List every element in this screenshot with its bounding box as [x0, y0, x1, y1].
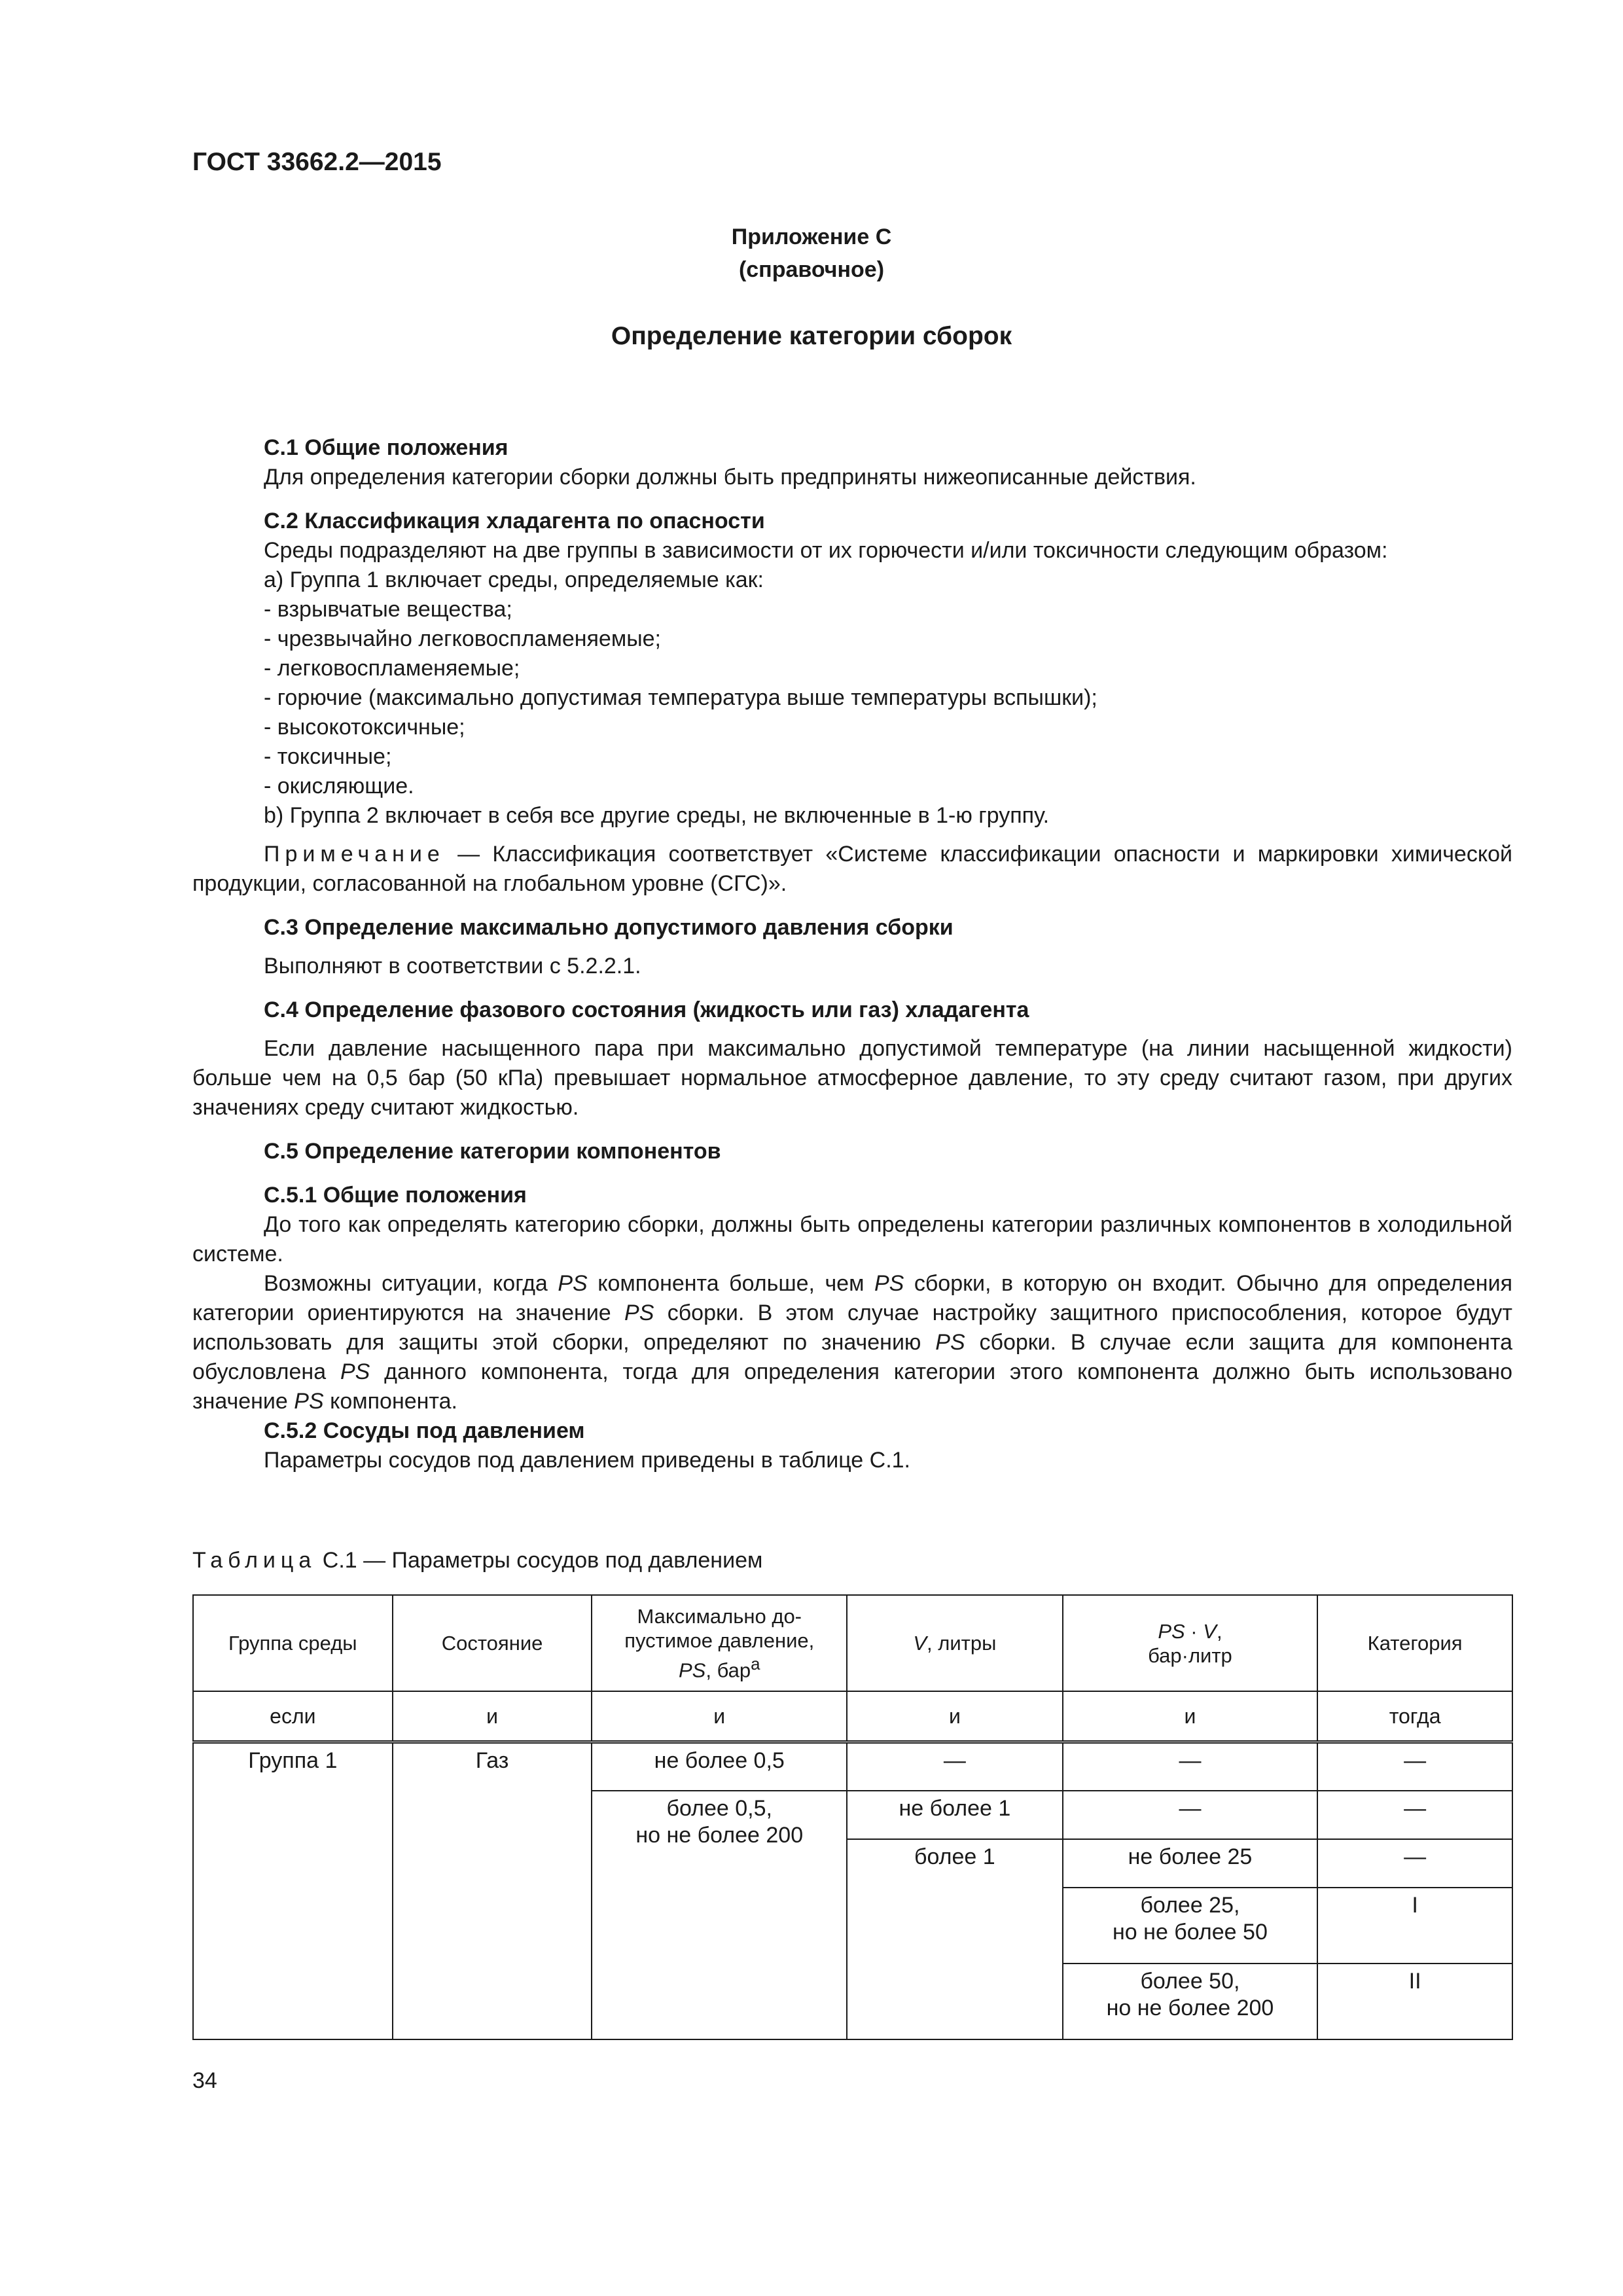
logic-cell: и — [393, 1691, 592, 1742]
section-text-c3: Выполняют в соответствии с 5.2.2.1. — [264, 954, 641, 978]
section-intro-c2: Среды подразделяют на две группы в зависимости от их горючести и/или токсичности следующим образом: — [264, 538, 1388, 563]
appendix-subtitle: (справочное) — [738, 257, 885, 282]
cell-pressure: не более 0,5 — [592, 1742, 847, 1791]
section-heading-c4: С.4 Определение фазового состояния (жидкость или газ) хладагента — [264, 997, 1029, 1022]
cell-volume: не более 1 — [847, 1791, 1063, 1839]
note — [192, 840, 1512, 899]
cell-category: — — [1317, 1742, 1512, 1791]
cell-ps-v: более 25, но не более 50 — [1063, 1888, 1318, 1964]
note-label: Примечание — [264, 842, 445, 867]
subsection-heading-c5-1: С.5.1 Общие положения — [264, 1183, 527, 1208]
list-item: - взрывчатые вещества; — [264, 597, 512, 622]
group-1-text: a) Группа 1 включает среды, определяемые как: — [264, 567, 764, 592]
group-2-text: b) Группа 2 включает в себя все другие среды, не включенные в 1-ю группу. — [264, 803, 1050, 828]
standard-number: ГОСТ 33662.2—2015 — [192, 148, 442, 176]
cell-ps-v: — — [1063, 1742, 1318, 1791]
logic-cell: если — [193, 1691, 393, 1742]
appendix-heading: Определение категории сборок — [611, 322, 1012, 350]
cell-pressure: более 0,5, но не более 200 — [592, 1791, 847, 2039]
section-heading-c2: С.2 Классификация хладагента по опасности — [264, 509, 765, 533]
cell-volume: более 1 — [847, 1839, 1063, 2039]
subsection-heading-c5-2: С.5.2 Сосуды под давлением — [264, 1418, 585, 1443]
section-text-c1: Для определения категории сборки должны быть предприняты нижеописанные действия. — [264, 465, 1196, 490]
list-item: - окисляющие. — [264, 774, 414, 798]
cell-category: II — [1317, 1964, 1512, 2039]
list-item: - токсичные; — [264, 744, 392, 769]
logic-cell: и — [847, 1691, 1063, 1742]
list-item: - легковоспламеняемые; — [264, 656, 520, 681]
cell-volume: — — [847, 1742, 1063, 1791]
header-volume: V, литры — [847, 1595, 1063, 1691]
list-item: - высокотоксичные; — [264, 715, 465, 740]
logic-cell: тогда — [1317, 1691, 1512, 1742]
page-number: 34 — [192, 2068, 217, 2093]
list-item: - горючие (максимально допустимая температура выше температуры вспышки); — [264, 685, 1097, 710]
section-heading-c3: С.3 Определение максимально допустимого давления сборки — [264, 915, 954, 940]
table-caption: Таблица С.1 — Параметры сосудов под давлением — [192, 1548, 763, 1573]
paragraph-c5-2: Параметры сосудов под давлением приведены в таблице С.1. — [264, 1448, 910, 1473]
pressure-vessel-table — [192, 1594, 1513, 2040]
header-state: Состояние — [393, 1595, 592, 1691]
note-text: — Классификация соответствует «Системе классификации опасности и маркировки химической продукции, согласованной на глобальном уровне (СГС)». — [192, 842, 1512, 896]
section-heading-c5: С.5 Определение категории компонентов — [264, 1139, 721, 1164]
cell-state: Газ — [393, 1742, 592, 2039]
header-group: Группа среды — [193, 1595, 393, 1691]
header-category: Категория — [1317, 1595, 1512, 1691]
paragraph-c5-1-2: Возможны ситуации, когда PS компонента больше, чем PS сборки, в которую он входит. Обычно для определения категории ориентируются на значение PS сборки. В этом случае настройку защитного приспособления, которое будут использовать для защиты этой сборки, определяют по значению PS сборки. В случае если защита для компонента обусловлена PS данного компонента, тогда для определения категории этого компонента должно быть использовано значение PS компонента. — [192, 1271, 1513, 1414]
list-item: - чрезвычайно легковоспламеняемые; — [264, 626, 662, 651]
cell-ps-v: не более 25 — [1063, 1839, 1318, 1888]
header-ps-v: PS · V, бар·литр — [1063, 1595, 1318, 1691]
table-header-row — [193, 1595, 1512, 1691]
section-heading-c1: С.1 Общие положения — [264, 435, 508, 460]
cell-group: Группа 1 — [193, 1742, 393, 2039]
cell-category: — — [1317, 1839, 1512, 1888]
logic-cell: и — [592, 1691, 847, 1742]
cell-ps-v: более 50, но не более 200 — [1063, 1964, 1318, 2039]
appendix-title: Приложение С — [731, 224, 892, 249]
table-row — [193, 1742, 1512, 1791]
document-body — [192, 433, 1512, 1475]
cell-category: I — [1317, 1888, 1512, 1964]
table-logic-row — [193, 1691, 1512, 1742]
header-pressure: Максимально до- пустимое давление, PS, бар$^a$ — [592, 1595, 847, 1691]
section-text-c4: Если давление насыщенного пара при максимально допустимой температуре (на линии насыщенной жидкости) больше чем на 0,5 бар (50 кПа) превышает нормальное атмосферное давление, то эту среду считают газом, при других значениях среду считают жидкостью. — [192, 1036, 1512, 1120]
paragraph-c5-1-1: До того как определять категорию сборки, должны быть определены категории различных компонентов в холодильной системе. — [192, 1212, 1512, 1266]
cell-ps-v: — — [1063, 1791, 1318, 1839]
cell-category: — — [1317, 1791, 1512, 1839]
logic-cell: и — [1063, 1691, 1318, 1742]
